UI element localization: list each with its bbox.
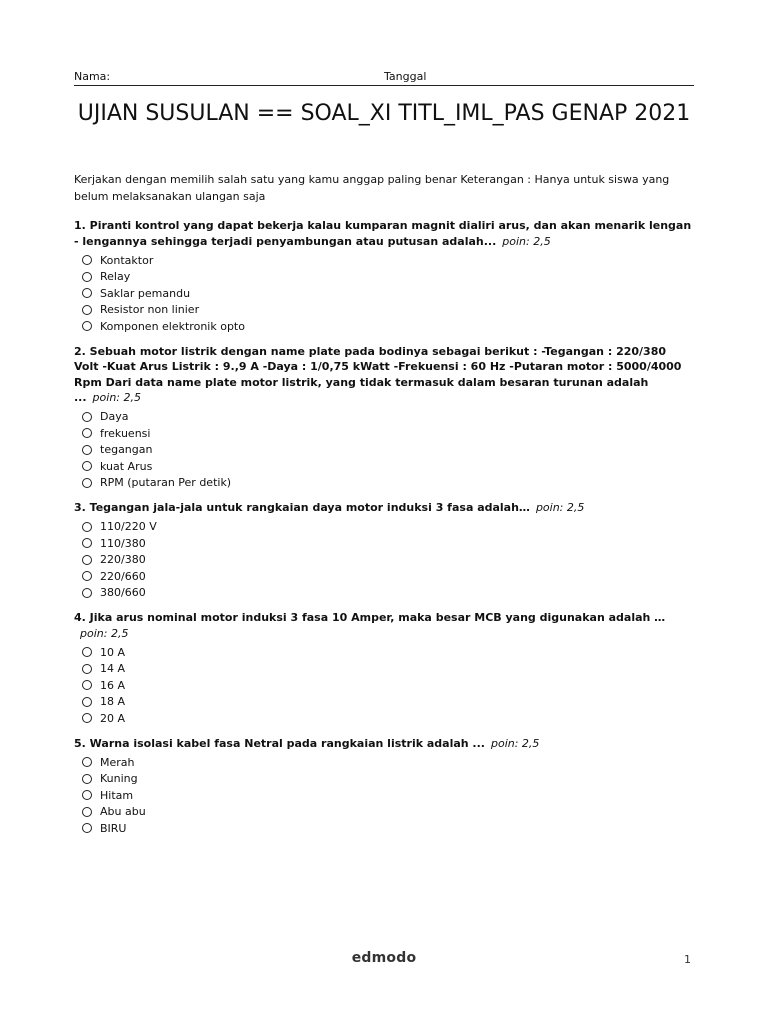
option-item[interactable] [74,694,694,711]
option-label: 10 A [100,645,126,659]
question-points: poin: 2,5 [92,391,141,404]
radio-button[interactable] [82,445,92,455]
option-item[interactable] [74,425,694,442]
header-row [74,70,694,86]
radio-button[interactable] [82,774,92,784]
radio-button[interactable] [82,272,92,282]
option-item[interactable] [74,820,694,837]
question-5 [74,736,694,837]
radio-button[interactable] [82,757,92,767]
option-label: BIRU [100,821,127,835]
radio-button[interactable] [82,522,92,532]
option-label: 220/380 [100,553,146,567]
radio-button[interactable] [82,555,92,565]
question-text [74,610,694,641]
option-item[interactable] [74,568,694,585]
option-label: Hitam [100,788,134,802]
radio-button[interactable] [82,823,92,833]
page-title: UJIAN SUSULAN == SOAL_XI TITL_IML_PAS GENAP 2021 [77,101,691,126]
option-label: RPM (putaran Per detik) [100,476,232,490]
option-item[interactable] [74,804,694,821]
option-item[interactable] [74,754,694,771]
question-1-text: 1. Piranti kontrol yang dapat bekerja kalau kumparan magnit dialiri arus, dan akan menarik lengan - lengannya sehingga terjadi penyambungan atau putusan adalah... [74,219,692,248]
option-list [74,754,694,837]
question-points: poin: 2,5 [535,501,585,514]
option-label: 110/380 [100,536,146,550]
question-text [74,500,694,516]
option-item[interactable] [74,302,694,319]
question-3-text: 3. Tegangan jala-jala untuk rangkaian daya motor induksi 3 fasa adalah… [74,501,530,514]
radio-button[interactable] [82,680,92,690]
option-item[interactable] [74,771,694,788]
edmodo-logo: edmodo [351,950,417,966]
radio-button[interactable] [82,288,92,298]
option-item[interactable] [74,710,694,727]
radio-button[interactable] [82,412,92,422]
option-item[interactable] [74,644,694,661]
option-label: 110/220 V [100,520,157,534]
radio-button[interactable] [82,305,92,315]
option-label: Daya [100,410,129,424]
tanggal-label: Tanggal [384,70,427,83]
option-label: Merah [100,755,135,769]
option-item[interactable] [74,475,694,492]
question-1 [74,218,694,335]
option-label: frekuensi [100,426,151,440]
radio-button[interactable] [82,461,92,471]
option-list [74,644,694,727]
question-4-text: 4. Jika arus nominal motor induksi 3 fasa 10 Amper, maka besar MCB yang digunakan adalah … [74,611,666,624]
radio-button[interactable] [82,713,92,723]
option-label: Relay [100,270,131,284]
option-item[interactable] [74,269,694,286]
option-item[interactable] [74,519,694,536]
radio-button[interactable] [82,697,92,707]
question-2-text: 2. Sebuah motor listrik dengan name plate pada bodinya sebagai berikut : -Tegangan : 220/380 Volt -Kuat Arus Listrik : 9.,9 A -Daya : 1/0,75 kWatt -Frekuensi : 60 Hz -Putaran motor : 5000/4000 Rpm Dari data name plate motor listrik, yang tidak termasuk dalam besaran turunan adalah ... [74,344,682,404]
option-list [74,519,694,602]
radio-button[interactable] [82,588,92,598]
option-label: 380/660 [100,586,146,600]
option-label: kuat Arus [100,459,153,473]
radio-button[interactable] [82,321,92,331]
radio-button[interactable] [82,790,92,800]
instructions: Kerjakan dengan memilih salah satu yang kamu anggap paling benar Keterangan : Hanya untuk siswa yang belum melaksanakan ulangan saja [74,173,670,203]
option-label: 18 A [100,695,126,709]
option-list [74,409,694,492]
radio-button[interactable] [82,255,92,265]
radio-button[interactable] [82,478,92,488]
option-item[interactable] [74,458,694,475]
option-label: Komponen elektronik opto [100,319,245,333]
question-text [74,344,694,406]
question-text [74,218,694,249]
question-points: poin: 2,5 [80,626,129,640]
option-item[interactable] [74,661,694,678]
option-label: 14 A [100,662,126,676]
option-item[interactable] [74,535,694,552]
option-item[interactable] [74,552,694,569]
option-item[interactable] [74,442,694,459]
option-label: tegangan [100,443,153,457]
option-item[interactable] [74,677,694,694]
option-item[interactable] [74,787,694,804]
option-item[interactable] [74,318,694,335]
radio-button[interactable] [82,428,92,438]
option-label: Abu abu [100,805,146,819]
option-label: 16 A [100,678,126,692]
question-4 [74,610,694,727]
nama-label: Nama: [74,70,111,83]
option-label: Kontaktor [100,253,154,267]
option-list [74,252,694,335]
option-label: 20 A [100,711,126,725]
option-item[interactable] [74,285,694,302]
option-label: 220/660 [100,569,146,583]
option-label: Kuning [100,772,138,786]
radio-button[interactable] [82,538,92,548]
option-label: Resistor non linier [100,303,200,317]
radio-button[interactable] [82,571,92,581]
radio-button[interactable] [82,664,92,674]
question-3 [74,500,694,601]
question-2 [74,344,694,492]
page-number: 1 [684,953,691,966]
option-item[interactable] [74,585,694,602]
option-label: Saklar pemandu [100,286,191,300]
question-points: poin: 2,5 [490,736,540,750]
question-list [74,218,694,846]
question-points: poin: 2,5 [502,234,551,248]
option-item[interactable] [74,252,694,269]
question-5-text: 5. Warna isolasi kabel fasa Netral pada rangkaian listrik adalah ... [74,736,485,750]
radio-button[interactable] [82,807,92,817]
radio-button[interactable] [82,647,92,657]
option-item[interactable] [74,409,694,426]
question-text [74,736,694,752]
